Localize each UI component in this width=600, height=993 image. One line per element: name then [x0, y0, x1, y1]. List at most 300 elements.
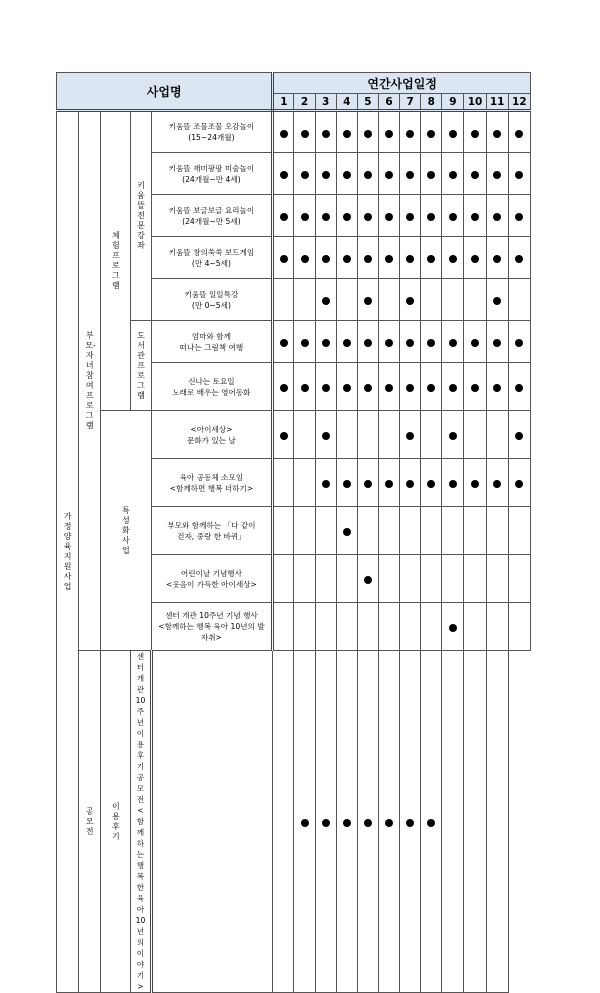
schedule-dot	[449, 384, 457, 392]
schedule-dot	[406, 339, 414, 347]
program-subtitle: <함께하는 행복한 육아 10년의 이야기>	[135, 806, 146, 991]
month-cell	[442, 321, 464, 363]
schedule-dot	[471, 130, 479, 138]
program-title: 키움뜰 보글보글 요리놀이	[168, 205, 255, 215]
month-cell	[400, 195, 421, 237]
month-cell	[442, 279, 464, 321]
schedule-dot	[343, 384, 351, 392]
schedule-dot	[449, 624, 457, 632]
schedule-dot	[343, 171, 351, 179]
category-home-parenting	[57, 111, 79, 993]
category-library	[131, 321, 151, 411]
month-cell	[336, 411, 357, 459]
schedule-dot	[449, 480, 457, 488]
category-library-label: 도서관프로그램	[137, 330, 145, 400]
month-cell	[508, 603, 530, 651]
program-subtitle: <웃음이 가득한 아이세상>	[165, 579, 257, 589]
schedule-dot	[515, 384, 523, 392]
month-cell	[357, 321, 378, 363]
month-cell	[378, 111, 399, 153]
month-cell	[273, 555, 294, 603]
month-cell	[336, 603, 357, 651]
program-name	[151, 111, 273, 153]
schedule-dot	[322, 819, 330, 827]
program-title: <아이세상>	[190, 424, 233, 434]
program-subtitle: 걷자, 중랑 한 바퀴」	[177, 531, 246, 541]
month-cell	[273, 195, 294, 237]
month-cell	[357, 237, 378, 279]
program-title: 키움뜰 재미팡팡 미술놀이	[168, 163, 255, 173]
month-cell	[464, 651, 486, 993]
schedule-dot	[301, 384, 309, 392]
schedule-dot	[471, 213, 479, 221]
month-header: 3	[315, 94, 336, 111]
month-cell	[508, 111, 530, 153]
month-cell	[442, 153, 464, 195]
schedule-dot	[515, 255, 523, 263]
month-cell	[378, 363, 399, 411]
program-subtitle: 노래로 배우는 영어동화	[172, 387, 251, 397]
month-cell	[378, 237, 399, 279]
schedule-dot	[343, 819, 351, 827]
month-cell	[508, 195, 530, 237]
month-cell	[315, 237, 336, 279]
schedule-dot	[322, 480, 330, 488]
schedule-dot	[385, 171, 393, 179]
program-name	[131, 651, 151, 993]
month-cell	[378, 153, 399, 195]
month-cell	[508, 237, 530, 279]
month-cell	[486, 237, 508, 279]
month-cell	[442, 507, 464, 555]
month-cell	[273, 651, 294, 993]
schedule-dot	[515, 339, 523, 347]
month-cell	[315, 411, 336, 459]
month-header: 7	[400, 94, 421, 111]
schedule-dot	[322, 297, 330, 305]
month-cell	[464, 411, 486, 459]
schedule-dot	[471, 171, 479, 179]
program-name	[151, 321, 273, 363]
month-cell	[400, 507, 421, 555]
month-cell	[486, 459, 508, 507]
month-cell	[421, 651, 442, 993]
month-cell	[273, 321, 294, 363]
schedule-dot	[406, 480, 414, 488]
schedule-dot	[322, 339, 330, 347]
schedule-dot	[301, 171, 309, 179]
month-header: 8	[421, 94, 442, 111]
month-header: 11	[486, 94, 508, 111]
month-cell	[336, 507, 357, 555]
program-name	[151, 507, 273, 555]
program-name	[151, 603, 273, 651]
month-cell	[464, 555, 486, 603]
month-cell	[508, 279, 530, 321]
month-cell	[486, 321, 508, 363]
schedule-dot	[343, 528, 351, 536]
month-cell	[464, 321, 486, 363]
schedule-dot	[449, 213, 457, 221]
schedule-dot	[515, 432, 523, 440]
schedule-dot	[427, 171, 435, 179]
schedule-dot	[406, 297, 414, 305]
category-contest-label: 공모전	[85, 806, 94, 836]
month-cell	[273, 459, 294, 507]
month-cell	[486, 279, 508, 321]
month-cell	[400, 111, 421, 153]
program-name	[151, 195, 273, 237]
month-cell	[442, 555, 464, 603]
category-parent-child-label: 부모-자녀참여프로그램	[85, 331, 96, 430]
month-cell	[357, 153, 378, 195]
month-cell	[294, 603, 315, 651]
schedule-dot	[343, 339, 351, 347]
category-special-label: 특성화 사업	[122, 505, 130, 555]
schedule-dot	[322, 171, 330, 179]
schedule-dot	[449, 339, 457, 347]
schedule-dot	[427, 480, 435, 488]
month-cell	[464, 279, 486, 321]
program-subtitle: (만 0~5세)	[191, 300, 231, 310]
month-cell	[315, 603, 336, 651]
month-cell	[421, 459, 442, 507]
month-cell	[486, 153, 508, 195]
month-cell	[486, 651, 508, 993]
month-cell	[508, 363, 530, 411]
month-cell	[315, 651, 336, 993]
schedule-dot	[385, 213, 393, 221]
month-cell	[273, 111, 294, 153]
month-cell	[400, 555, 421, 603]
schedule-dot	[471, 255, 479, 263]
month-cell	[486, 411, 508, 459]
month-cell	[294, 153, 315, 195]
month-cell	[357, 279, 378, 321]
month-cell	[273, 411, 294, 459]
program-name	[151, 279, 273, 321]
schedule-dot	[385, 384, 393, 392]
month-cell	[400, 459, 421, 507]
schedule-dot	[364, 384, 372, 392]
month-cell	[486, 363, 508, 411]
schedule-dot	[301, 819, 309, 827]
month-cell	[378, 603, 399, 651]
schedule-dot	[493, 384, 501, 392]
program-title: 키움뜰 창의쑥쑥 보드게임	[168, 247, 255, 257]
program-name	[151, 411, 273, 459]
program-subtitle: (만 4~5세)	[191, 258, 231, 268]
schedule-dot	[280, 384, 288, 392]
schedule-dot	[280, 432, 288, 440]
month-cell	[442, 459, 464, 507]
month-cell	[273, 603, 294, 651]
schedule-dot	[343, 130, 351, 138]
month-cell	[464, 237, 486, 279]
month-cell	[336, 237, 357, 279]
program-subtitle: 떠나는 그림책 여행	[179, 342, 244, 352]
schedule-dot	[322, 255, 330, 263]
month-cell	[315, 195, 336, 237]
schedule-dot	[385, 130, 393, 138]
month-cell	[336, 111, 357, 153]
month-cell	[294, 363, 315, 411]
month-cell	[464, 363, 486, 411]
month-cell	[464, 111, 486, 153]
category-special	[101, 411, 151, 651]
category-home-parenting-label: 가정양육 지원사업	[63, 512, 72, 591]
program-subtitle: (24개월~만 4세)	[182, 174, 241, 184]
schedule-dot	[449, 255, 457, 263]
month-cell	[315, 279, 336, 321]
schedule-dot	[427, 213, 435, 221]
schedule-dot	[364, 213, 372, 221]
table-row	[57, 111, 531, 153]
schedule-dot	[301, 339, 309, 347]
month-cell	[400, 237, 421, 279]
month-cell	[294, 651, 315, 993]
schedule-dot	[322, 432, 330, 440]
schedule-dot	[406, 432, 414, 440]
schedule-dot	[280, 171, 288, 179]
schedule-dot	[301, 255, 309, 263]
month-cell	[336, 279, 357, 321]
header-annual-schedule: 연간사업일정	[273, 73, 531, 94]
program-subtitle: <함께하는 행복 육아 10년의 발자취>	[158, 622, 265, 642]
schedule-dot	[406, 213, 414, 221]
schedule-dot	[301, 130, 309, 138]
schedule-dot	[364, 339, 372, 347]
month-cell	[421, 321, 442, 363]
program-title: 엄마와 함께	[191, 331, 231, 341]
schedule-dot	[406, 384, 414, 392]
month-cell	[508, 321, 530, 363]
category-kiumteul-label: 키움뜰전문강좌	[137, 181, 145, 250]
month-cell	[378, 411, 399, 459]
program-name	[151, 555, 273, 603]
month-cell	[442, 195, 464, 237]
schedule-dot	[385, 480, 393, 488]
schedule-dot	[406, 255, 414, 263]
month-header: 6	[378, 94, 399, 111]
month-cell	[464, 459, 486, 507]
table-row	[57, 651, 531, 993]
schedule-dot	[471, 339, 479, 347]
schedule-dot	[493, 480, 501, 488]
program-name	[151, 459, 273, 507]
month-cell	[442, 363, 464, 411]
category-review	[101, 651, 131, 993]
program-title: 부모와 함께하는 「다 같이	[167, 520, 256, 530]
schedule-dot	[471, 480, 479, 488]
month-cell	[273, 237, 294, 279]
schedule-dot	[280, 130, 288, 138]
month-cell	[378, 507, 399, 555]
schedule-dot	[406, 819, 414, 827]
month-cell	[508, 555, 530, 603]
month-cell	[294, 555, 315, 603]
month-cell	[336, 459, 357, 507]
month-cell	[378, 279, 399, 321]
month-cell	[315, 321, 336, 363]
program-name	[151, 153, 273, 195]
month-cell	[508, 507, 530, 555]
program-title: 센터 개관 10주년 기념 행사	[165, 611, 258, 620]
schedule-dot	[364, 480, 372, 488]
month-cell	[442, 603, 464, 651]
table-row	[57, 411, 531, 459]
month-cell	[464, 195, 486, 237]
month-cell	[421, 237, 442, 279]
month-cell	[421, 555, 442, 603]
month-cell	[442, 411, 464, 459]
schedule-dot	[280, 213, 288, 221]
schedule-dot	[364, 255, 372, 263]
month-cell	[336, 555, 357, 603]
month-cell	[508, 153, 530, 195]
month-cell	[421, 153, 442, 195]
schedule-dot	[280, 255, 288, 263]
schedule-dot	[385, 339, 393, 347]
month-cell	[442, 111, 464, 153]
program-subtitle: (24개월~만 5세)	[182, 216, 241, 226]
month-cell	[336, 153, 357, 195]
month-cell	[421, 363, 442, 411]
month-cell	[315, 459, 336, 507]
month-cell	[378, 321, 399, 363]
month-cell	[315, 111, 336, 153]
month-cell	[486, 555, 508, 603]
schedule-dot	[364, 819, 372, 827]
schedule-dot	[515, 213, 523, 221]
month-cell	[400, 279, 421, 321]
month-cell	[400, 153, 421, 195]
month-cell	[400, 363, 421, 411]
month-cell	[315, 555, 336, 603]
program-title: 육아 공동체 소모임	[179, 472, 244, 482]
month-cell	[421, 111, 442, 153]
month-cell	[294, 195, 315, 237]
schedule-dot	[406, 171, 414, 179]
schedule-dot	[322, 130, 330, 138]
month-cell	[421, 603, 442, 651]
schedule-dot	[493, 213, 501, 221]
month-cell	[421, 279, 442, 321]
schedule-dot	[493, 130, 501, 138]
schedule-dot	[493, 171, 501, 179]
month-cell	[315, 507, 336, 555]
month-cell	[357, 111, 378, 153]
month-cell	[336, 363, 357, 411]
month-cell	[294, 279, 315, 321]
schedule-dot	[364, 297, 372, 305]
month-header: 5	[357, 94, 378, 111]
month-cell	[357, 459, 378, 507]
schedule-dot	[385, 255, 393, 263]
category-experience	[101, 111, 131, 411]
month-cell	[357, 555, 378, 603]
month-header: 10	[464, 94, 486, 111]
month-cell	[421, 195, 442, 237]
program-title: 어린이날 기념행사	[180, 568, 242, 578]
schedule-dot	[427, 819, 435, 827]
month-cell	[442, 237, 464, 279]
schedule-dot	[515, 480, 523, 488]
month-cell	[464, 507, 486, 555]
month-cell	[357, 507, 378, 555]
schedule-dot	[343, 480, 351, 488]
schedule-dot	[322, 384, 330, 392]
month-cell	[400, 603, 421, 651]
schedule-dot	[493, 339, 501, 347]
month-cell	[357, 603, 378, 651]
month-cell	[294, 411, 315, 459]
month-cell	[294, 507, 315, 555]
month-cell	[508, 411, 530, 459]
month-cell	[378, 651, 399, 993]
month-cell	[400, 411, 421, 459]
category-review-label: 이용후기	[111, 801, 120, 841]
month-cell	[273, 363, 294, 411]
month-cell	[336, 651, 357, 993]
program-title: 신나는 토요일	[188, 376, 235, 386]
month-cell	[464, 603, 486, 651]
program-title: 센터 개관 10주년 이용 후기 공모전	[135, 652, 146, 804]
schedule-dot	[449, 171, 457, 179]
schedule-dot	[427, 384, 435, 392]
annual-schedule-table	[56, 72, 531, 993]
schedule-dot	[280, 339, 288, 347]
category-kiumteul	[131, 111, 151, 321]
month-cell	[400, 651, 421, 993]
month-cell	[486, 111, 508, 153]
program-title: 키움뜰 일일특강	[184, 289, 239, 299]
month-cell	[486, 195, 508, 237]
program-name	[151, 237, 273, 279]
category-experience-label: 체험프로그램	[111, 231, 120, 290]
month-cell	[315, 153, 336, 195]
month-cell	[464, 153, 486, 195]
schedule-dot	[322, 213, 330, 221]
schedule-dot	[515, 130, 523, 138]
month-cell	[294, 459, 315, 507]
schedule-dot	[449, 130, 457, 138]
header-program-name: 사업명	[57, 73, 273, 111]
program-subtitle: (15~24개월)	[188, 133, 235, 142]
month-cell	[486, 507, 508, 555]
month-cell	[315, 363, 336, 411]
schedule-dot	[364, 576, 372, 584]
month-cell	[357, 363, 378, 411]
schedule-dot	[427, 130, 435, 138]
month-cell	[442, 651, 464, 993]
month-cell	[421, 507, 442, 555]
schedule-dot	[301, 213, 309, 221]
month-cell	[378, 195, 399, 237]
month-cell	[151, 651, 273, 993]
month-cell	[336, 321, 357, 363]
month-header: 1	[273, 94, 294, 111]
month-cell	[336, 195, 357, 237]
month-cell	[294, 111, 315, 153]
month-header: 9	[442, 94, 464, 111]
month-cell	[378, 459, 399, 507]
category-contest	[79, 651, 101, 993]
month-cell	[273, 153, 294, 195]
month-cell	[486, 603, 508, 651]
program-subtitle: <함께하면 행복 더하기>	[169, 483, 254, 493]
month-header: 2	[294, 94, 315, 111]
